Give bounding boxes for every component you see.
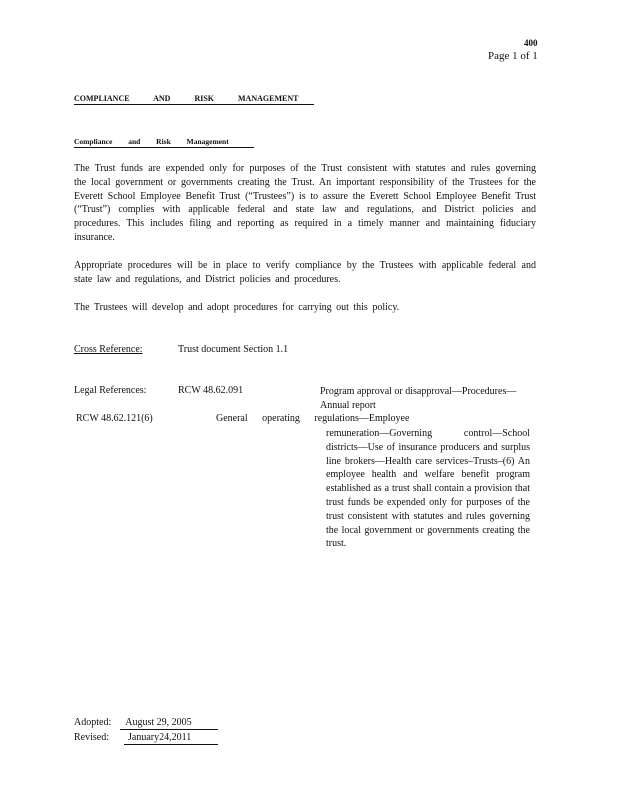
revised-date: [74, 732, 191, 743]
legal-references-label: Legal References:: [74, 385, 147, 396]
legal-reference-description-2: remuneration—Governing control—School districts—Use of insurance producers and surplus line brokers—Health care services–Trusts–(6) An employee health and welfare benefit program established as a trust shall contain a provision that trust funds be expended only for purposes of the trust consistent with statutes and rules governing the local government or governments creating the trust.: [326, 428, 530, 550]
document-title: COMPLIANCE AND RISK MANAGEMENT: [74, 94, 299, 103]
adopted-date: [74, 717, 192, 728]
section-heading: Compliance and Risk Management: [74, 137, 229, 146]
revised-underline: [124, 744, 218, 745]
adopted-value: August 29, 2005: [125, 717, 192, 728]
cross-reference-value: Trust document Section 1.1: [178, 344, 289, 355]
cross-reference: [74, 344, 289, 355]
legal-reference-code-2: RCW 48.62.121(6): [76, 413, 153, 424]
cross-reference-label: Cross Reference:: [74, 344, 143, 355]
legal-reference-code-1: RCW 48.62.091: [178, 385, 244, 396]
legal-reference-title-2: General operating regulations—Employee: [216, 413, 410, 424]
revised-label: Revised:: [74, 732, 109, 743]
title-underline: [74, 104, 314, 105]
section-underline: [74, 147, 254, 148]
policy-paragraph-3: The Trustees will develop and adopt procedures for carrying out this policy.: [74, 302, 400, 313]
policy-number: 400: [524, 38, 538, 48]
policy-paragraph-2: Appropriate procedures will be in place to verify compliance by the Trustees with applicable federal and state law and regulations, and District policies and procedures.: [74, 260, 536, 285]
page-indicator: Page 1 of 1: [488, 50, 538, 62]
policy-paragraph-1: The Trust funds are expended only for purposes of the Trust consistent with statutes and rules governing the local government or governments creating the Trust. An important responsibility of the Trustees for the Everett School Employee Benefit Trust (“Trustees”) is to assure the Everett School Employee Benefit Trust (“Trust”) complies with applicable federal and state law and regulations, and District policies and procedures. This includes filing and reporting as required in a timely manner and maintaining fiduciary insurance.: [74, 163, 536, 243]
adopted-label: Adopted:: [74, 717, 112, 728]
adopted-underline: [120, 729, 218, 730]
legal-reference-description-1: Program approval or disapproval—Procedures—Annual report: [320, 386, 517, 411]
revised-value: January24,2011: [128, 732, 192, 743]
